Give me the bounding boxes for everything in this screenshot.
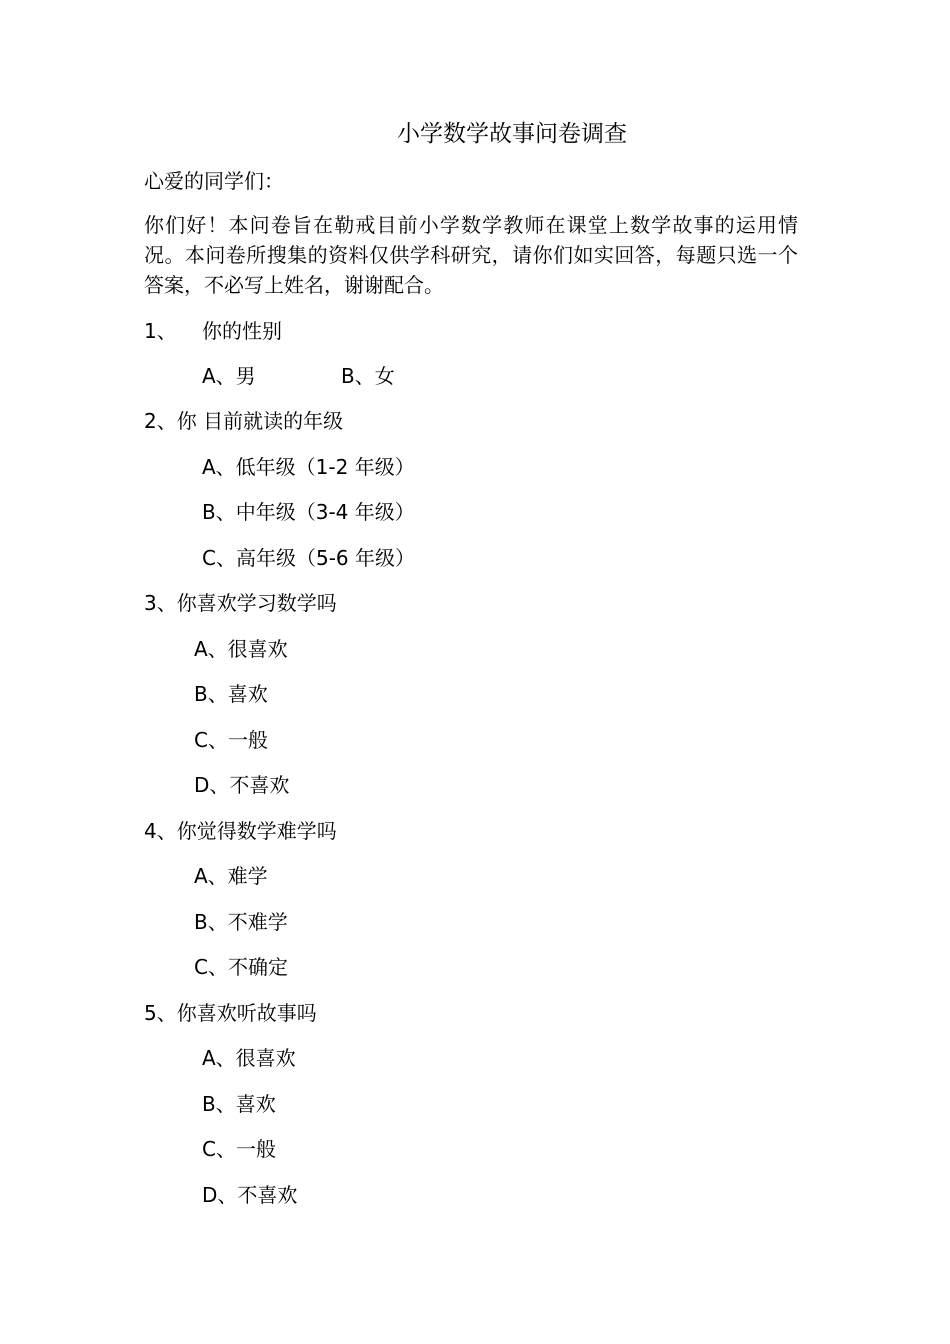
question-4-text: 4、你觉得数学难学吗 (144, 819, 337, 843)
question-3-option-b: B、喜欢 (194, 682, 268, 706)
question-2-option-c: C、高年级（5-6 年级） (202, 546, 415, 570)
question-1-text: 你的性别 (202, 319, 282, 343)
question-3-option-c: C、一般 (194, 728, 268, 752)
question-2-option-b: B、中年级（3-4 年级） (202, 500, 415, 524)
question-1-number: 1、 (144, 319, 177, 343)
question-1-option-b: B、女 (341, 364, 395, 388)
question-3-option-d: D、不喜欢 (194, 773, 290, 797)
question-5-option-b: B、喜欢 (202, 1092, 276, 1116)
question-2-text: 2、你 目前就读的年级 (144, 409, 344, 433)
question-4-option-c: C、不确定 (194, 955, 288, 979)
question-5-text: 5、你喜欢听故事吗 (144, 1001, 317, 1025)
question-4-option-a: A、难学 (194, 864, 268, 888)
question-4-option-b: B、不难学 (194, 910, 288, 934)
question-5-option-a: A、很喜欢 (202, 1046, 296, 1070)
question-3-option-a: A、很喜欢 (194, 637, 288, 661)
question-3-text: 3、你喜欢学习数学吗 (144, 591, 337, 615)
page-title: 小学数学故事问卷调查 (397, 121, 627, 147)
question-2-option-a: A、低年级（1-2 年级） (202, 455, 415, 479)
intro-paragraph: 你们好！本问卷旨在勒戒目前小学数学教师在课堂上数学故事的运用情况。本问卷所搜集的资料仅供学科研究，请你们如实回答，每题只选一个答案，不必写上姓名，谢谢配合。 (144, 213, 798, 297)
question-5-option-c: C、一般 (202, 1137, 276, 1161)
question-1-option-a: A、男 (202, 364, 256, 388)
greeting: 心爱的同学们： (144, 169, 284, 193)
question-5-option-d: D、不喜欢 (202, 1183, 298, 1207)
